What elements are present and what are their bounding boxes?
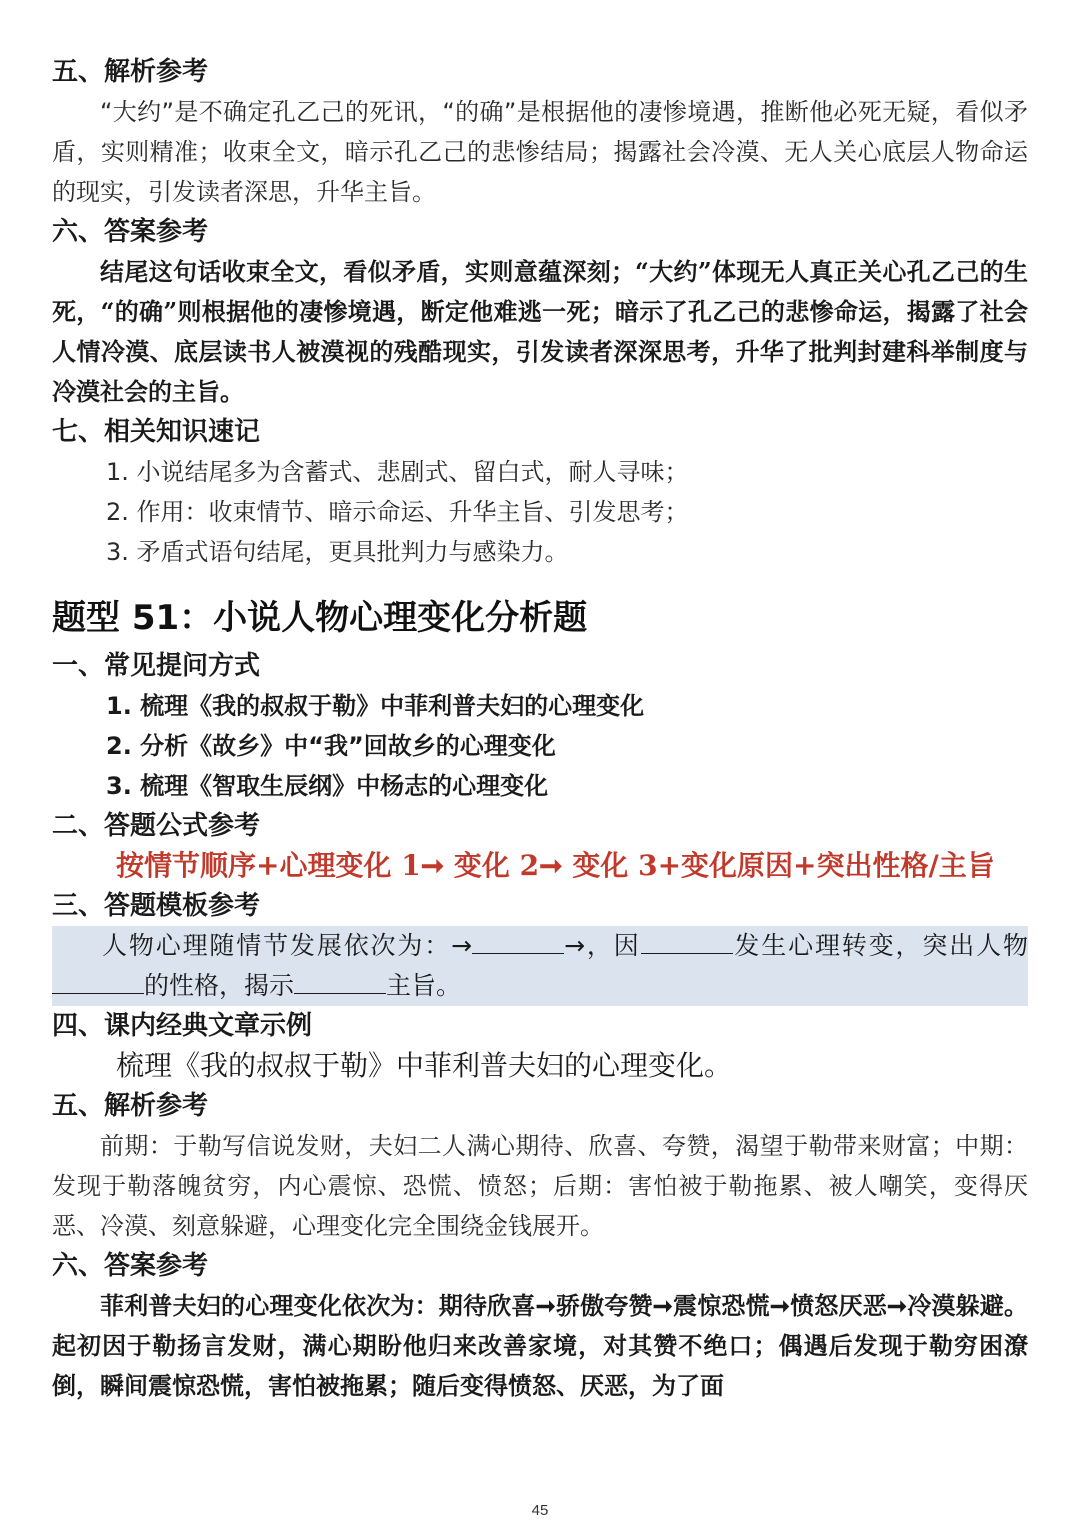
fill-blank xyxy=(472,927,564,954)
knowledge-item: 3. 矛盾式语句结尾，更具批判力与感染力。 xyxy=(106,538,569,566)
answer-formula: 按情节顺序+心理变化 1➞ 变化 2➞ 变化 3+变化原因+突出性格/主旨 xyxy=(116,849,995,882)
answer-paragraph: 结尾这句话收束全文，看似矛盾，实则意蕴深刻；“大约”体现无人真正关心孔乙己的生死，“的确”则根据他的凄惨境遇，断定他难逃一死；暗示了孔乙己的悲惨命运，揭露了社会人情冷漠、底层读书人被漠视的残酷现实，引发读者深深思考，升华了批判封建科举制度与冷漠社会的主旨。 xyxy=(52,257,1028,406)
question-form-item: 2. 分析《故乡》中“我”回故乡的心理变化 xyxy=(106,732,556,760)
section-heading-answer: 六、答案参考 xyxy=(52,217,209,247)
analysis-paragraph-2: 前期：于勒写信说发财，夫妇二人满心期待、欣喜、夸赞，渴望于勒带来财富；中期：发现于勒落魄贫穷，内心震惊、恐慌、愤怒；后期：害怕被于勒拖累、被人嘲笑，变得厌恶、冷漠、刻意躲避，心理变化完全围绕金钱展开。 xyxy=(52,1132,1028,1240)
question-form-item: 3. 梳理《智取生辰纲》中杨志的心理变化 xyxy=(106,772,549,800)
template-text: 人物心理随情节发展依次为：→ xyxy=(102,931,473,960)
fill-blank xyxy=(641,927,733,954)
example-question: 梳理《我的叔叔于勒》中菲利普夫妇的心理变化。 xyxy=(116,1049,733,1082)
knowledge-item: 2. 作用：收束情节、暗示命运、升华主旨、引发思考； xyxy=(106,498,689,526)
fill-blank xyxy=(52,967,144,994)
section-heading-formula: 二、答题公式参考 xyxy=(52,811,261,841)
section-heading-analysis-2: 五、解析参考 xyxy=(52,1091,209,1121)
template-text: 主旨。 xyxy=(386,971,462,1000)
topic-title: 题型 51：小说人物心理变化分析题 xyxy=(52,598,588,638)
section-heading-question-forms: 一、常见提问方式 xyxy=(52,651,261,681)
section-heading-example: 四、课内经典文章示例 xyxy=(52,1011,313,1041)
template-text: →，因 xyxy=(564,931,641,960)
section-heading-analysis: 五、解析参考 xyxy=(52,57,209,87)
document-page xyxy=(52,52,1028,1406)
page-number: 45 xyxy=(531,1502,549,1519)
answer-template-box xyxy=(52,926,1028,1006)
template-text: 的性格，揭示 xyxy=(144,971,295,1000)
knowledge-item: 1. 小说结尾多为含蓄式、悲剧式、留白式，耐人寻味； xyxy=(106,458,689,486)
section-heading-knowledge: 七、相关知识速记 xyxy=(52,417,261,447)
fill-blank xyxy=(294,967,386,994)
analysis-paragraph: “大约”是不确定孔乙己的死讯，“的确”是根据他的凄惨境遇，推断他必死无疑，看似矛盾，实则精准；收束全文，暗示孔乙己的悲惨结局；揭露社会冷漠、无人关心底层人物命运的现实，引发读者深思，升华主旨。 xyxy=(52,98,1028,206)
answer-paragraph-2: 菲利普夫妇的心理变化依次为：期待欣喜➞骄傲夸赞➞震惊恐慌➞愤怒厌恶➞冷漠躲避。起初因于勒扬言发财，满心期盼他归来改善家境，对其赞不绝口；偶遇后发现于勒穷困潦倒，瞬间震惊恐慌，害怕被拖累；随后变得愤怒、厌恶，为了面 xyxy=(52,1291,1028,1400)
section-heading-answer-2: 六、答案参考 xyxy=(52,1251,209,1281)
section-heading-template: 三、答题模板参考 xyxy=(52,891,261,921)
template-text: 发生心理转变，突出人物 xyxy=(732,931,1028,960)
question-form-item: 1. 梳理《我的叔叔于勒》中菲利普夫妇的心理变化 xyxy=(106,692,645,720)
